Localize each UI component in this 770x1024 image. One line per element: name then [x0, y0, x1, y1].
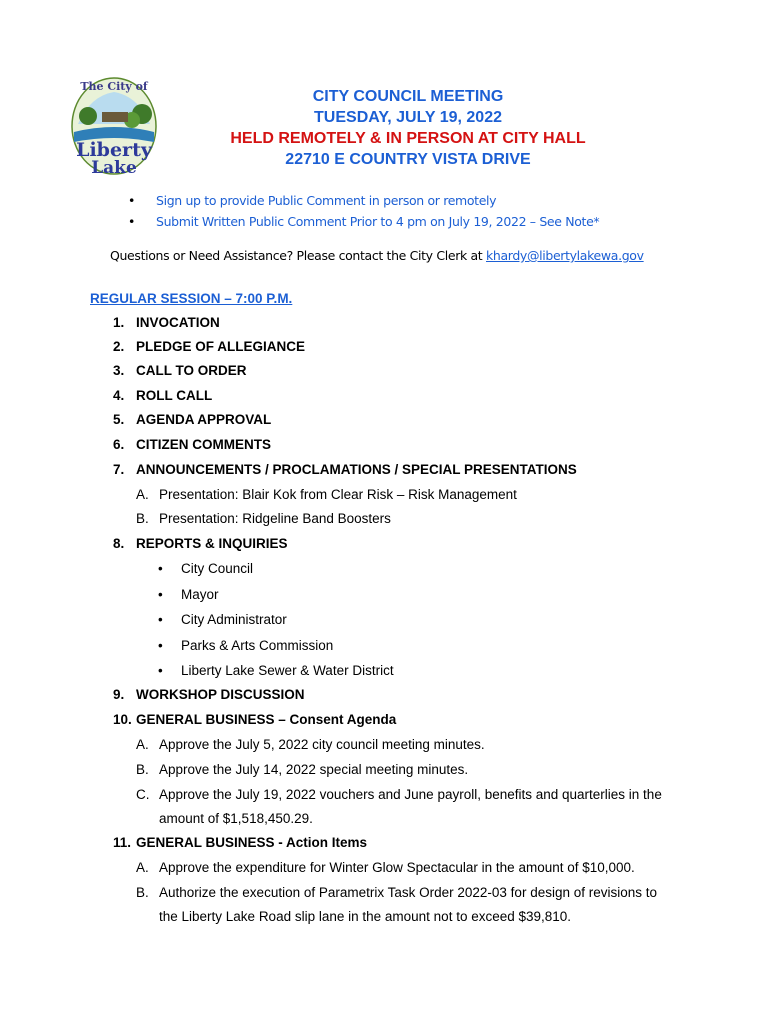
- bullet-icon: •: [158, 587, 163, 602]
- item-label: CALL TO ORDER: [136, 363, 247, 378]
- sub-item: [136, 787, 662, 802]
- city-logo: [70, 76, 158, 176]
- bullet-text: City Council: [181, 561, 254, 576]
- sub-item: [136, 860, 635, 875]
- item-label: CITIZEN COMMENTS: [136, 437, 271, 452]
- sub-item-continuation: the Liberty Lake Road slip lane in the amount not to exceed $39,810.: [159, 909, 572, 924]
- sub-item-letter: B.: [136, 885, 149, 900]
- item-label: INVOCATION: [136, 315, 220, 330]
- agenda-item: [113, 437, 271, 452]
- written-comment-link[interactable]: • Submit Written Public Comment Prior to 4 pm on July 19, 2022 – See Note*: [128, 211, 599, 232]
- sub-item: [136, 487, 517, 502]
- bullet-text: Mayor: [181, 587, 219, 602]
- bullet-item: [158, 612, 287, 627]
- sub-item-continuation: amount of $1,518,450.29.: [159, 811, 313, 826]
- meeting-header: [178, 86, 638, 170]
- questions-line: [110, 248, 644, 263]
- bullet-icon: •: [158, 663, 163, 678]
- sub-item-text: Approve the July 5, 2022 city council meeting minutes.: [159, 737, 485, 752]
- public-comment-links: [128, 190, 599, 232]
- item-label: PLEDGE OF ALLEGIANCE: [136, 339, 306, 354]
- sub-item-letter: A.: [136, 737, 149, 752]
- sub-item-text: Approve the expenditure for Winter Glow Spectacular in the amount of $10,000.: [159, 860, 635, 875]
- agenda-item: [113, 536, 288, 551]
- item-number: 9.: [113, 687, 125, 702]
- logo-name-line2: Lake: [91, 158, 137, 176]
- item-label: WORKSHOP DISCUSSION: [136, 687, 305, 702]
- sub-item-text: Approve the July 14, 2022 special meeting minutes.: [159, 762, 469, 777]
- session-heading: REGULAR SESSION – 7:00 P.M.: [90, 291, 293, 306]
- signup-comment-link[interactable]: • Sign up to provide Public Comment in person or remotely: [128, 190, 599, 211]
- item-label: ROLL CALL: [136, 388, 213, 403]
- clerk-email-link[interactable]: khardy@libertylakewa.gov: [486, 248, 644, 263]
- item-number: 11.: [113, 835, 132, 850]
- sub-item: [136, 511, 391, 526]
- bullet-icon: •: [158, 638, 163, 653]
- sub-item-text: Presentation: Blair Kok from Clear Risk – Risk Management: [159, 487, 517, 502]
- sub-item-text: Approve the July 19, 2022 vouchers and June payroll, benefits and quarterlies in the: [159, 787, 662, 802]
- agenda-item: [113, 315, 220, 330]
- agenda-item: [113, 687, 305, 702]
- item-label: AGENDA APPROVAL: [136, 412, 272, 427]
- item-number: 10.: [113, 712, 132, 727]
- logo-top-text: The City of: [80, 80, 148, 93]
- agenda-item: [113, 712, 396, 727]
- agenda-item: [113, 388, 212, 403]
- agenda-item: [113, 835, 367, 850]
- item-number: 4.: [113, 388, 125, 403]
- bullet-item: [158, 587, 219, 602]
- sub-item-letter: B.: [136, 511, 149, 526]
- meeting-title: CITY COUNCIL MEETING: [312, 88, 504, 105]
- bullet-text: Liberty Lake Sewer & Water District: [181, 663, 394, 678]
- item-label: GENERAL BUSINESS - Action Items: [136, 835, 368, 850]
- item-number: 1.: [113, 315, 125, 330]
- meeting-date: TUESDAY, JULY 19, 2022: [314, 109, 502, 126]
- bullet-text: City Administrator: [181, 612, 287, 627]
- logo-name-line1: Liberty: [76, 139, 152, 161]
- sub-item-letter: A.: [136, 487, 149, 502]
- sub-item-letter: B.: [136, 762, 149, 777]
- bullet-icon: •: [158, 561, 163, 576]
- item-number: 7.: [113, 462, 125, 477]
- item-label: REPORTS & INQUIRIES: [136, 536, 288, 551]
- bullet-item: [158, 638, 333, 653]
- sub-item: [136, 885, 657, 900]
- bullet-text: Parks & Arts Commission: [181, 638, 334, 653]
- sub-item: [136, 737, 485, 752]
- bullet-item: [158, 663, 394, 678]
- bullet-icon: •: [158, 612, 163, 627]
- item-number: 6.: [113, 437, 125, 452]
- item-number: 5.: [113, 412, 125, 427]
- sub-item-letter: C.: [136, 787, 150, 802]
- item-label: ANNOUNCEMENTS / PROCLAMATIONS / SPECIAL PRESENTATIONS: [136, 462, 577, 477]
- agenda-item: [113, 412, 271, 427]
- agenda-item: [113, 462, 577, 477]
- agenda-item: [113, 339, 305, 354]
- sub-item: [136, 762, 468, 777]
- meeting-format: HELD REMOTELY & IN PERSON AT CITY HALL: [230, 130, 586, 147]
- meeting-address: 22710 E COUNTRY VISTA DRIVE: [285, 151, 531, 168]
- questions-text: Questions or Need Assistance? Please contact the City Clerk at: [110, 248, 486, 263]
- item-number: 3.: [113, 363, 125, 378]
- sub-item-text: Presentation: Ridgeline Band Boosters: [159, 511, 391, 526]
- item-number: 8.: [113, 536, 125, 551]
- item-number: 2.: [113, 339, 125, 354]
- agenda-item: [113, 363, 247, 378]
- bullet-item: [158, 561, 253, 576]
- sub-item-text: Authorize the execution of Parametrix Task Order 2022-03 for design of revisions to: [159, 885, 658, 900]
- item-label: GENERAL BUSINESS – Consent Agenda: [136, 712, 397, 727]
- sub-item-letter: A.: [136, 860, 149, 875]
